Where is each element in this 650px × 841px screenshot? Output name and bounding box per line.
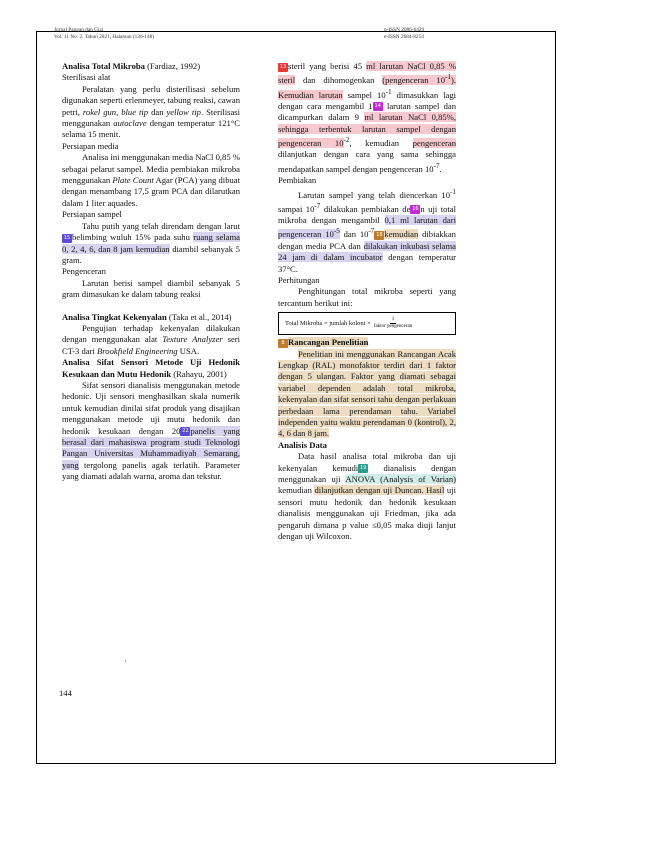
highlight[interactable]: ANOVA (Analysis of Varian) [345,474,456,485]
subheading-persiapan-sampel: Persiapan sampel [62,209,122,220]
subheading-pengenceran: Pengenceran [62,266,106,277]
paragraph-pengenceran-cont: 13 steril yang berisi 45 ml larutan NaCl 0,85 % steril dan dihomogenkan (pengenceran $10^{-1}$). Kemudian larutan sampel $10^{-1}$ dimasukkan lagi dengan cara mengambil 1 14 larutan sampel dan dicampurkan dalam 9 ml larutan NaCl 0,85%, sehingga terbentuk larutan sampel dengan pengenceran $10^{-2}$, kemudian pengenceran dilanjutkan dengan cara yang sama sehingga mendapatkan sampel dengan pengenceran $10^{-7}$. [278,61,457,174]
paragraph-analisis-data: Data hasil analisa total mikroba dan uji kekenyalan kemudi 19 dianalisis dengan menggunakan uji ANOVA (Analysis of Varian) kemudian dilanjutkan dengan uji Duncan. Hasil uji sensori mutu hedonik dan hedonik kesukaan dianalisis menggunakan uji Friedman, jika ada pengaruh dimana p value ≤0,05 maka diuji lanjut dengan uji Wilcoxon. [278,451,457,542]
highlight[interactable]: panelis yang berasal dari mahasiswa program studi Teknologi Pangan Universitas Muhammadiyah Semarang, yang [62,425,240,470]
page-number: 144 [59,688,72,698]
highlight[interactable]: Rancangan Penelitian [288,337,369,348]
annotation-marker[interactable]: 8 [278,339,288,348]
annotation-marker[interactable]: 22 [182,428,189,435]
paragraph-sterilisasi: Peralatan yang perlu disterilisasi sebelum digunakan seperti erlenmeyer, tabung reaksi, cawan petri, rokel gun, blue tip dan yellow tip. Sterilisasi menggunakan autoclave dengan temperatur 121°C selama 15 menit. [62,83,241,140]
section-heading-analisis-data: Analisis Data [278,439,327,450]
paragraph-kekenyalan: Pengujian terhadap kekenyalan dilakukan dengan menggunakan alat Texture Analyzer seri CT-3 dari Brookfield Engineering USA. [62,322,241,356]
section-heading-total-mikroba: Analisa Total Mikroba (Fardiaz, 1992) [62,61,201,71]
paragraph-sensori: Sifat sensori dianalisis menggunakan metode hedonic. Uji sensori menghasilkan skala numerik untuk kemudian dinilai sifat produk yang disajikan menggunakan metode uji mutu hedonik dan hedonik kesukaan dengan 20 22 panelis yang berasal dari mahasiswa program studi Teknologi Pangan Universitas Muhammadiyah Semarang, yang tergolong panelis agak terlatih. Parameter yang diamati adalah warna, aroma dan tekstur. [62,379,240,482]
subheading-persiapan-media: Persiapan media [62,140,119,151]
highlight[interactable]: ml larutan NaCl 0,85 % steril [278,61,456,86]
annotation-marker[interactable]: 15 [63,234,71,241]
formula-fraction: $\frac{1}{\text{faktor pengenceran}}$ [373,317,413,330]
journal-header-left [54,27,154,41]
highlight[interactable]: (pengenceran $10^{-1}$). Kemudian larutan [278,73,456,100]
journal-volume: Vol. 11 No. 2. Tahun 2021, Halaman (136-148) [54,34,155,40]
left-column [62,61,240,483]
p-issn: p-ISSN 2086-6429 [384,27,425,33]
paragraph-persiapan-media: Analisa ini menggunakan media NaCl 0,85 % sebagai pelarut sampel. Media pembiakan mikroba menggunakan Plate Count Agar (PCA) yang dibuat dengan menambang 17,5 gram PCA dan dilarutkan dalam 1 liter aquades. [62,152,240,208]
right-column [278,61,456,542]
annotation-marker[interactable]: 18 [376,231,383,238]
paragraph-rancangan: Penelitian ini menggunakan Rancangan Acak Lengkap (RAL) monofaktor terdiri dari 1 faktor dengan 5 ulangan. Faktor yang diamati sebagai variabel dependen adalah total mikroba, kekenyalan dan sifat sensori tahu dengan perlakuan perbedaan lama perendaman tahu. Variabel independen yaitu waktu perendaman 0 (kontrol), 2, 4, 6 dan 8 jam. [278,348,456,439]
paragraph-pembiakan: Larutan sampel yang telah diencerkan $10^{-1}$ sampai $10^{-7}$ dilakukan pembiakan de 16 n uji total mikroba dengan mengambil 0,1 ml larutan dari pengenceran $10^{-5}$ dan $10^{-7}$ 18 kemudian dibiakkan dengan media PCA dan dilakukan inkubasi selama 24 jam di dalam incubator dengan temperatur 37°C. [278,187,456,274]
stray-mark: · [124,657,127,666]
highlight[interactable]: pengenceran [412,138,456,149]
paragraph-perhitungan: Penghitungan total mikroba seperti yang tercantum berikut ini: [278,286,456,308]
highlight[interactable]: kemudian [384,229,419,240]
paragraph-persiapan-sampel: Tahu putih yang telah direndam dengan larut15 belimbing wuluh 15% pada suhu ruang selama 0, 2, 4, 6, dan 8 jam kemudian diambil sebanyak 5 gram. [62,220,240,265]
subheading-sterilisasi: Sterilisasi alat [62,72,111,83]
formula-total-mikroba: Total Mikroba = jumlah koloni × $\frac{1}{\text{faktor pengenceran}}$ [278,312,456,335]
journal-name: Jurnal Pangan dan Gizi [54,27,104,33]
annotation-marker[interactable]: 13 [279,63,287,70]
section-heading-sensori: Analisa Sifat Sensori Metode Uji Hedonik Kesukaan dan Mutu Hedonik (Rahayu, 2001) [62,357,240,379]
annotation-marker[interactable]: 14 [374,103,381,110]
highlight[interactable]: ruang selama 0, 2, 4, 6, dan 8 jam kemudian [62,232,240,254]
subheading-pembiakan: Pembiakan [278,175,317,186]
journal-header-right [384,27,424,41]
e-issn: e-ISSN 2684-8254 [384,34,424,40]
section-heading-rancangan [278,337,456,348]
subheading-perhitungan: Perhitungan [278,274,320,285]
highlight[interactable]: dilakukan inkubasi selama 24 jam di dalam incubator [278,240,456,263]
highlight[interactable]: ml larutan NaCl 0,85%, sehingga terbentuk larutan sampel dengan pengenceran 10 [278,112,456,149]
highlight[interactable]: dilanjutkan dengan uji Duncan. Hasil [314,485,445,496]
paragraph-pengenceran: Larutan berisi sampel diambil sebanyak 5 gram dimasukan ke dalam tabung reaksi [62,277,240,300]
annotation-marker[interactable]: 19 [360,465,367,472]
annotation-marker[interactable]: 16 [412,206,419,213]
highlight[interactable]: 0,1 ml larutan dari pengenceran $10^{-5}$ [278,215,456,240]
section-heading-kekenyalan: Analisa Tingkat Kekenyalan (Taka et al., 2014) [62,311,232,322]
